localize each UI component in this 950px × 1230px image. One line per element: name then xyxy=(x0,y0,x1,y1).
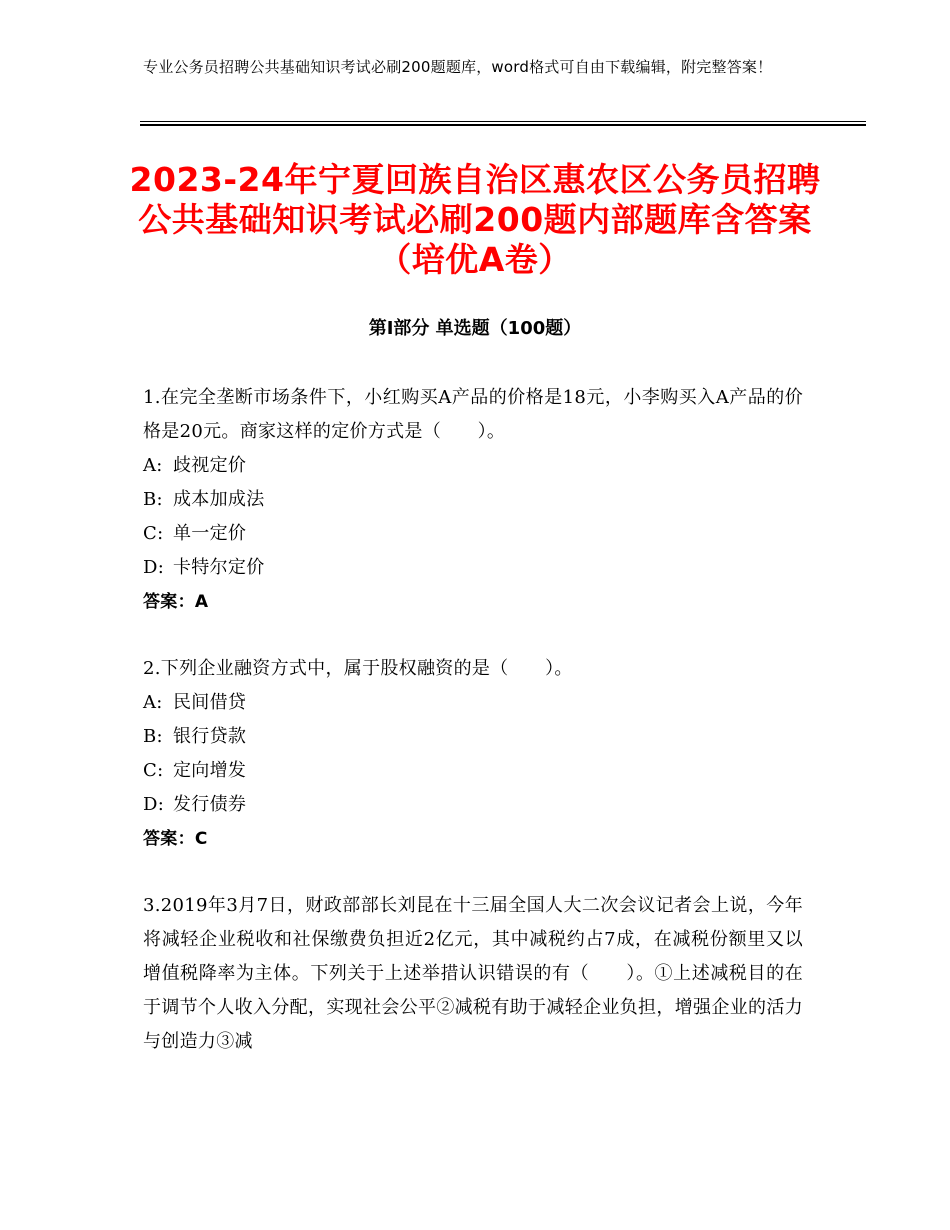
option-text: 卡特尔定价 xyxy=(173,557,265,578)
option-key: D: xyxy=(143,794,165,815)
question-stem: 3.2019年3月7日，财政部部长刘昆在十三届全国人大二次会议记者会上说，今年将减轻企业税收和社保缴费负担近2亿元，其中减税约占7成，在减税份额里又以增值税降率为主体。下列关于上述举措认识错误的有（ ）。①上述减税目的在于调节个人收入分配，实现社会公平②减税有助于减轻企业负担，增强企业的活力与创造力③减 xyxy=(143,895,803,1052)
question-2 xyxy=(143,652,803,856)
question-3 xyxy=(143,889,803,1059)
option-d xyxy=(143,788,803,822)
header-note: 专业公务员招聘公共基础知识考试必刷200题题库，word格式可自由下载编辑，附完整答案！ xyxy=(143,58,773,76)
option-key: D: xyxy=(143,557,165,578)
question-stem: 1.在完全垄断市场条件下，小红购买A产品的价格是18元，小李购买入A产品的价格是20元。商家这样的定价方式是（ ）。 xyxy=(143,387,803,442)
option-text: 单一定价 xyxy=(173,523,247,544)
section-title: 第Ⅰ部分 单选题（100题） xyxy=(368,318,582,339)
option-c xyxy=(143,517,803,551)
option-b xyxy=(143,483,803,517)
option-key: C: xyxy=(143,523,164,544)
option-b xyxy=(143,720,803,754)
option-text: 定向增发 xyxy=(173,760,247,781)
option-key: A: xyxy=(143,692,163,713)
option-text: 成本加成法 xyxy=(173,489,265,510)
question-stem: 2.下列企业融资方式中，属于股权融资的是（ ）。 xyxy=(143,658,573,679)
header-rule-thin xyxy=(140,121,866,122)
option-c xyxy=(143,754,803,788)
option-key: A: xyxy=(143,455,163,476)
option-text: 民间借贷 xyxy=(173,692,247,713)
option-a xyxy=(143,686,803,720)
option-a xyxy=(143,449,803,483)
option-key: B: xyxy=(143,489,163,510)
answer-line: 答案：A xyxy=(143,592,209,612)
option-key: B: xyxy=(143,726,163,747)
document-title: 2023-24年宁夏回族自治区惠农区公务员招聘公共基础知识考试必刷200题内部题库含答案（培优A卷） xyxy=(129,160,821,279)
option-d xyxy=(143,551,803,585)
header-rule-thick xyxy=(140,124,866,126)
option-text: 银行贷款 xyxy=(173,726,247,747)
question-1 xyxy=(143,381,803,619)
answer-line: 答案：C xyxy=(143,829,208,849)
option-text: 歧视定价 xyxy=(173,455,247,476)
option-key: C: xyxy=(143,760,164,781)
option-text: 发行债券 xyxy=(173,794,247,815)
